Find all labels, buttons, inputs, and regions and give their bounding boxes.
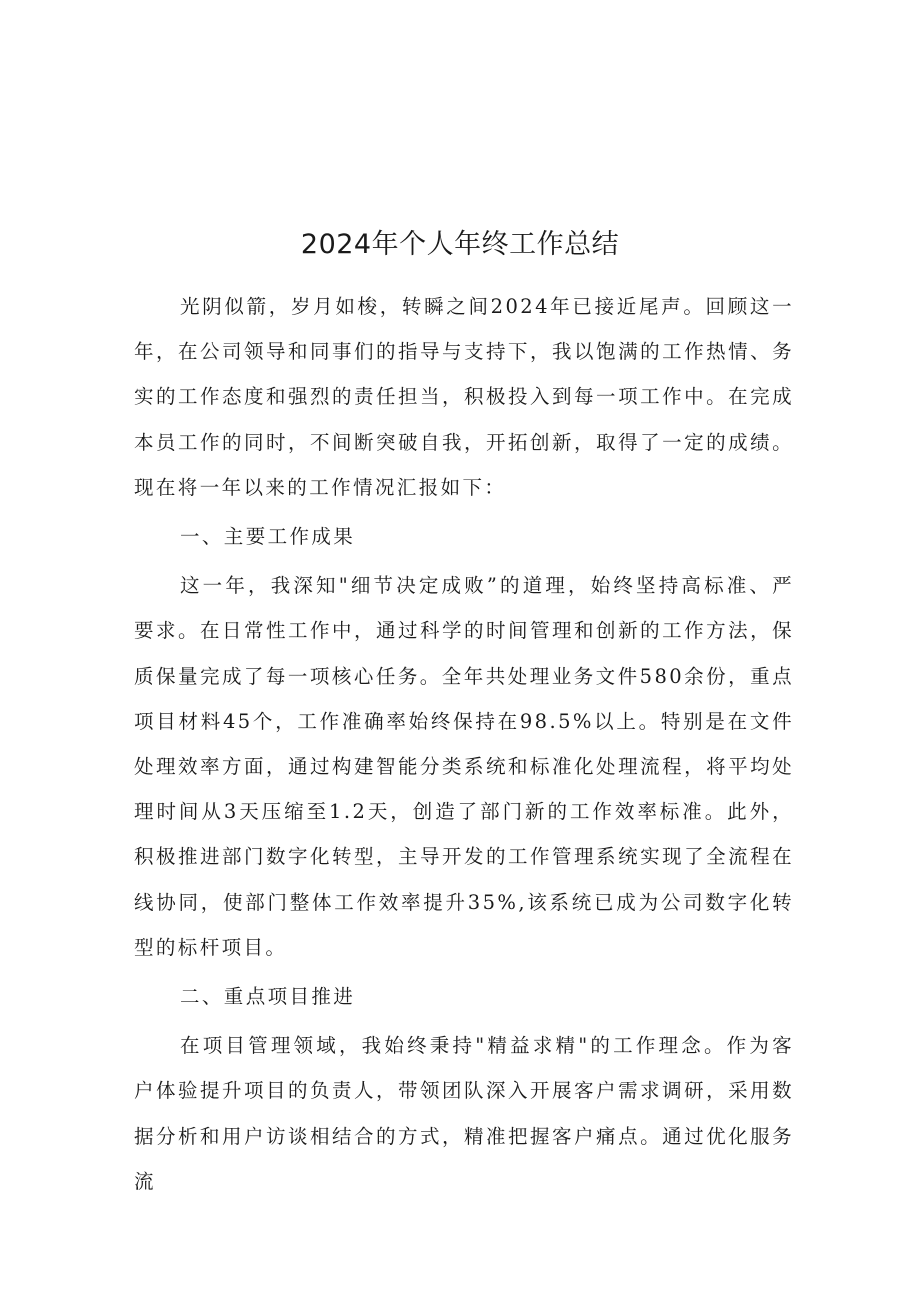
- intro-paragraph: 光阴似箭，岁月如梭，转瞬之间2024年已接近尾声。回顾这一年，在公司领导和同事们的指导与支持下，我以饱满的工作热情、务实的工作态度和强烈的责任担当，积极投入到每一项工作中。在完成本员工作的同时，不间断突破自我，开拓创新，取得了一定的成绩。现在将一年以来的工作情况汇报如下：: [134, 295, 794, 499]
- document-title: 2024年个人年终工作总结: [300, 229, 620, 260]
- section-heading-main-results: 一、主要工作成果: [180, 525, 356, 549]
- main-results-paragraph: 这一年，我深知"细节决定成败”的道理，始终坚持高标准、严要求。在日常性工作中，通过科学的时间管理和创新的工作方法，保质保量完成了每一项核心任务。全年共处理业务文件580余份，重点项目材料45个，工作准确率始终保持在98.5%以上。特别是在文件处理效率方面，通过构建智能分类系统和标准化处理流程，将平均处理时间从3天压缩至1.2天，创造了部门新的工作效率标准。此外，积极推进部门数字化转型，主导开发的工作管理系统实现了全流程在线协同，使部门整体工作效率提升35%,该系统已成为公司数字化转型的标杆项目。: [134, 574, 794, 959]
- section-heading-key-projects: 二、重点项目推进: [180, 985, 356, 1009]
- key-projects-paragraph: 在项目管理领域，我始终秉持"精益求精"的工作理念。作为客户体验提升项目的负责人，带领团队深入开展客户需求调研，采用数据分析和用户访谈相结合的方式，精准把握客户痛点。通过优化服务流: [134, 1034, 794, 1193]
- document-body: [134, 284, 794, 1204]
